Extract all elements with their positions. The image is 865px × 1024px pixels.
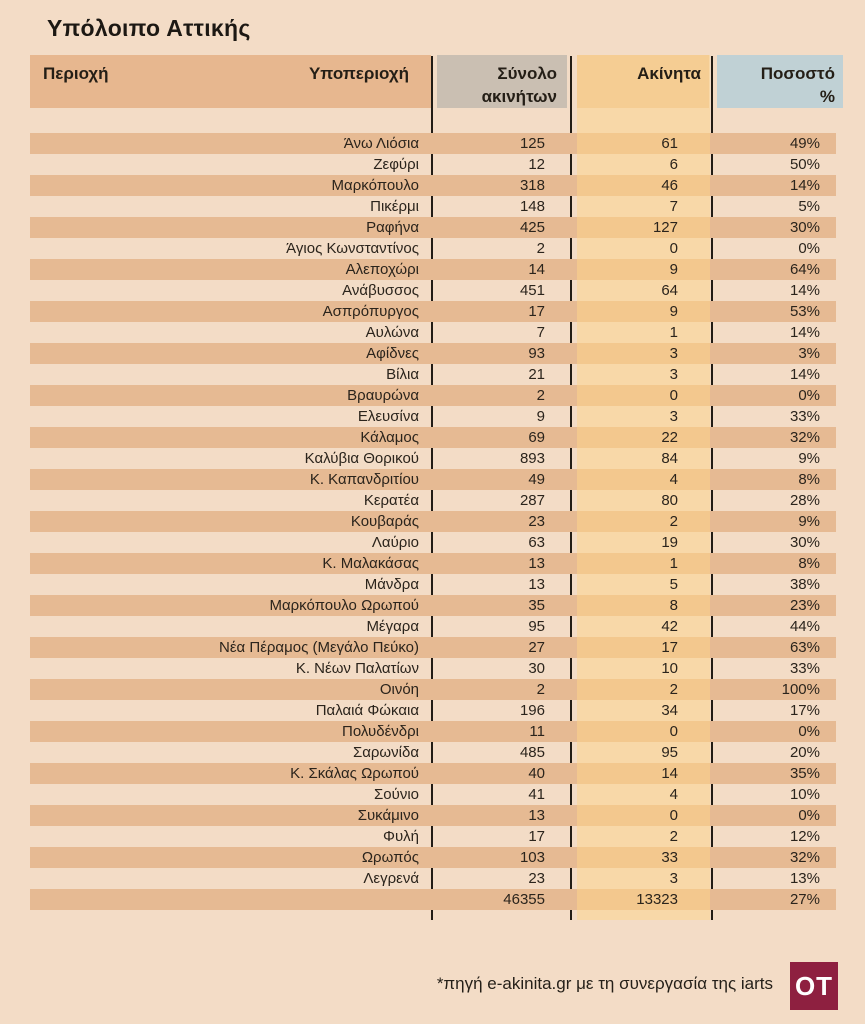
cell-subregion: Βραυρώνα xyxy=(347,387,419,404)
cell-total: 7 xyxy=(536,324,545,341)
header-subregion-label: Υποπεριοχή xyxy=(308,64,409,83)
cell-subregion: Καλύβια Θορικού xyxy=(304,450,419,467)
cell-akinita: 0 xyxy=(669,807,678,824)
cell-akinita: 64 xyxy=(661,282,678,299)
cell-percent: 100% xyxy=(781,681,820,698)
cell-percent: 17% xyxy=(789,702,820,719)
header-total-line2: ακινήτων xyxy=(481,87,557,106)
table-row xyxy=(30,448,836,469)
cell-akinita: 3 xyxy=(669,366,678,383)
cell-total: 27 xyxy=(528,639,545,656)
table-row xyxy=(30,469,836,490)
cell-percent: 14% xyxy=(789,177,820,194)
cell-akinita: 22 xyxy=(661,429,678,446)
cell-percent: 5% xyxy=(798,198,820,215)
cell-subregion: Αυλώνα xyxy=(365,324,419,341)
cell-subregion: Κ. Σκάλας Ωρωπού xyxy=(290,765,419,782)
cell-akinita: 95 xyxy=(661,744,678,761)
cell-total: 103 xyxy=(519,849,545,866)
table-row xyxy=(30,721,836,742)
cell-percent: 10% xyxy=(789,786,820,803)
cell-percent: 33% xyxy=(789,408,820,425)
table-row xyxy=(30,595,836,616)
cell-total: 2 xyxy=(536,240,545,257)
cell-akinita: 10 xyxy=(661,660,678,677)
cell-subregion: Πολυδένδρι xyxy=(342,723,419,740)
table-row xyxy=(30,343,836,364)
cell-percent: 0% xyxy=(798,387,820,404)
cell-percent: 0% xyxy=(798,240,820,257)
cell-total: 63 xyxy=(528,534,545,551)
cell-total: 17 xyxy=(528,828,545,845)
cell-akinita: 2 xyxy=(669,681,678,698)
table-row xyxy=(30,301,836,322)
cell-total: 318 xyxy=(519,177,545,194)
cell-total: 17 xyxy=(528,303,545,320)
cell-akinita: 42 xyxy=(661,618,678,635)
table-row xyxy=(30,406,836,427)
cell-subregion: Μαρκόπουλο xyxy=(331,177,419,194)
table-row xyxy=(30,826,836,847)
cell-total: 11 xyxy=(529,723,545,740)
header-percent-line1: Ποσοστό xyxy=(760,64,835,83)
cell-subregion: Βίλια xyxy=(386,366,419,383)
ot-logo-text: OT xyxy=(794,970,834,1001)
cell-total: 13 xyxy=(528,807,545,824)
cell-percent: 44% xyxy=(789,618,820,635)
table-row xyxy=(30,616,836,637)
cell-subregion: Ελευσίνα xyxy=(357,408,419,425)
table-row xyxy=(30,805,836,826)
table-row xyxy=(30,322,836,343)
cell-akinita: 2 xyxy=(669,828,678,845)
cell-akinita: 0 xyxy=(669,240,678,257)
cell-percent: 23% xyxy=(789,597,820,614)
cell-akinita: 4 xyxy=(669,786,678,803)
header-percent-line2: % xyxy=(819,87,835,106)
cell-total: 35 xyxy=(528,597,545,614)
cell-subregion: Φυλή xyxy=(382,828,419,845)
cell-percent: 14% xyxy=(789,282,820,299)
cell-akinita: 14 xyxy=(661,765,678,782)
header-region-label: Περιοχή xyxy=(43,64,109,83)
table-row xyxy=(30,511,836,532)
table-row xyxy=(30,784,836,805)
cell-subregion: Κ. Καπανδριτίου xyxy=(309,471,419,488)
cell-subregion: Νέα Πέραμος (Μεγάλο Πεύκο) xyxy=(219,639,419,656)
cell-percent: 0% xyxy=(798,807,820,824)
cell-total: 12 xyxy=(528,156,545,173)
cell-subregion: Οινόη xyxy=(379,681,419,698)
table-row xyxy=(30,742,836,763)
table-row xyxy=(30,700,836,721)
totals-row xyxy=(30,889,836,910)
cell-percent: 28% xyxy=(789,492,820,509)
cell-subregion: Μάνδρα xyxy=(364,576,419,593)
cell-subregion: Ραφήνα xyxy=(366,219,419,236)
cell-subregion: Κουβαράς xyxy=(350,513,419,530)
cell-subregion: Λεγρενά xyxy=(363,870,419,887)
table-row xyxy=(30,175,836,196)
cell-percent: 30% xyxy=(789,219,820,236)
cell-akinita: 127 xyxy=(652,219,678,236)
cell-subregion: Κ. Νέων Παλατίων xyxy=(295,660,419,677)
cell-subregion: Πικέρμι xyxy=(370,198,419,215)
cell-subregion: Μαρκόπουλο Ωρωπού xyxy=(269,597,419,614)
cell-akinita: 46 xyxy=(661,177,678,194)
cell-akinita: 84 xyxy=(661,450,678,467)
cell-akinita: 13323 xyxy=(636,891,678,908)
cell-akinita: 7 xyxy=(669,198,678,215)
cell-percent: 0% xyxy=(798,723,820,740)
cell-total: 23 xyxy=(528,870,545,887)
cell-akinita: 8 xyxy=(669,597,678,614)
header-region-block xyxy=(30,55,431,108)
cell-subregion: Λαύριο xyxy=(371,534,419,551)
cell-percent: 20% xyxy=(789,744,820,761)
cell-total: 30 xyxy=(528,660,545,677)
cell-percent: 8% xyxy=(798,471,820,488)
table-row xyxy=(30,868,836,889)
cell-akinita: 9 xyxy=(669,261,678,278)
cell-percent: 14% xyxy=(789,324,820,341)
cell-total: 485 xyxy=(519,744,545,761)
cell-subregion: Κάλαμος xyxy=(360,429,419,446)
header-akinita-label: Ακίνητα xyxy=(637,64,701,83)
cell-subregion: Ασπρόπυργος xyxy=(322,303,419,320)
cell-subregion: Ζεφύρι xyxy=(373,156,419,173)
header-akinita-block xyxy=(577,55,709,108)
cell-total: 95 xyxy=(528,618,545,635)
cell-total: 148 xyxy=(519,198,545,215)
cell-percent: 27% xyxy=(789,891,820,908)
cell-subregion: Μέγαρα xyxy=(366,618,419,635)
cell-subregion: Σούνιο xyxy=(374,786,419,803)
cell-total: 14 xyxy=(528,261,545,278)
cell-akinita: 3 xyxy=(669,408,678,425)
cell-akinita: 33 xyxy=(661,849,678,866)
cell-percent: 30% xyxy=(789,534,820,551)
table-row xyxy=(30,679,836,700)
cell-subregion: Παλαιά Φώκαια xyxy=(315,702,419,719)
cell-total: 23 xyxy=(528,513,545,530)
source-note: *πηγή e-akinita.gr με τη συνεργασία της iarts xyxy=(436,974,773,993)
cell-percent: 13% xyxy=(789,870,820,887)
cell-percent: 35% xyxy=(789,765,820,782)
cell-total: 21 xyxy=(528,366,545,383)
cell-total: 125 xyxy=(519,135,545,152)
cell-akinita: 61 xyxy=(661,135,678,152)
table-row xyxy=(30,280,836,301)
cell-percent: 50% xyxy=(789,156,820,173)
cell-percent: 14% xyxy=(789,366,820,383)
cell-akinita: 9 xyxy=(669,303,678,320)
table-row xyxy=(30,847,836,868)
cell-akinita: 17 xyxy=(661,639,678,656)
cell-subregion xyxy=(30,889,431,910)
cell-subregion: Κερατέα xyxy=(363,492,419,509)
cell-percent: 33% xyxy=(789,660,820,677)
table-row xyxy=(30,553,836,574)
cell-percent: 49% xyxy=(789,135,820,152)
cell-percent: 53% xyxy=(789,303,820,320)
table-row xyxy=(30,490,836,511)
cell-akinita: 0 xyxy=(669,723,678,740)
cell-total: 40 xyxy=(528,765,545,782)
table-row xyxy=(30,532,836,553)
ot-logo xyxy=(790,962,838,1010)
cell-percent: 38% xyxy=(789,576,820,593)
cell-percent: 9% xyxy=(798,450,820,467)
cell-total: 69 xyxy=(528,429,545,446)
table-row xyxy=(30,574,836,595)
cell-percent: 63% xyxy=(789,639,820,656)
cell-akinita: 1 xyxy=(669,324,678,341)
cell-total: 9 xyxy=(536,408,545,425)
table-row xyxy=(30,196,836,217)
cell-subregion: Κ. Μαλακάσας xyxy=(322,555,419,572)
cell-total: 41 xyxy=(528,786,545,803)
cell-total: 46355 xyxy=(503,891,545,908)
page-title: Υπόλοιπο Αττικής xyxy=(47,15,251,41)
cell-total: 451 xyxy=(519,282,545,299)
cell-akinita: 0 xyxy=(669,387,678,404)
cell-akinita: 1 xyxy=(669,555,678,572)
cell-percent: 12% xyxy=(789,828,820,845)
cell-percent: 9% xyxy=(798,513,820,530)
cell-akinita: 34 xyxy=(661,702,678,719)
cell-total: 425 xyxy=(519,219,545,236)
cell-akinita: 3 xyxy=(669,870,678,887)
cell-total: 2 xyxy=(536,681,545,698)
cell-percent: 3% xyxy=(798,345,820,362)
table-body xyxy=(30,133,836,910)
header-total-block xyxy=(437,55,567,108)
cell-total: 13 xyxy=(528,555,545,572)
cell-akinita: 6 xyxy=(669,156,678,173)
table-row xyxy=(30,364,836,385)
cell-akinita: 3 xyxy=(669,345,678,362)
table-row xyxy=(30,427,836,448)
cell-total: 287 xyxy=(519,492,545,509)
cell-subregion: Σαρωνίδα xyxy=(352,744,419,761)
cell-subregion: Άγιος Κωνσταντίνος xyxy=(286,240,419,257)
cell-percent: 32% xyxy=(789,849,820,866)
cell-akinita: 80 xyxy=(661,492,678,509)
cell-percent: 8% xyxy=(798,555,820,572)
header-total-line1: Σύνολο xyxy=(497,64,557,83)
cell-total: 13 xyxy=(528,576,545,593)
cell-subregion: Άνω Λιόσια xyxy=(343,135,419,152)
table-row xyxy=(30,763,836,784)
cell-total: 893 xyxy=(519,450,545,467)
cell-akinita: 4 xyxy=(669,471,678,488)
table-row xyxy=(30,238,836,259)
table-row xyxy=(30,658,836,679)
table-row xyxy=(30,217,836,238)
cell-akinita: 2 xyxy=(669,513,678,530)
cell-subregion: Ωρωπός xyxy=(361,849,419,866)
cell-total: 2 xyxy=(536,387,545,404)
cell-percent: 32% xyxy=(789,429,820,446)
cell-percent: 64% xyxy=(789,261,820,278)
table-row xyxy=(30,154,836,175)
cell-subregion: Συκάμινο xyxy=(357,807,419,824)
cell-subregion: Αφίδνες xyxy=(366,345,419,362)
table-row xyxy=(30,637,836,658)
cell-akinita: 5 xyxy=(669,576,678,593)
table-row xyxy=(30,133,836,154)
cell-total: 196 xyxy=(519,702,545,719)
cell-total: 93 xyxy=(528,345,545,362)
header-percent-block xyxy=(717,55,843,108)
table-row xyxy=(30,259,836,280)
cell-subregion: Ανάβυσσος xyxy=(342,282,419,299)
cell-total: 49 xyxy=(528,471,545,488)
cell-subregion: Αλεποχώρι xyxy=(345,261,419,278)
table-row xyxy=(30,385,836,406)
cell-akinita: 19 xyxy=(661,534,678,551)
